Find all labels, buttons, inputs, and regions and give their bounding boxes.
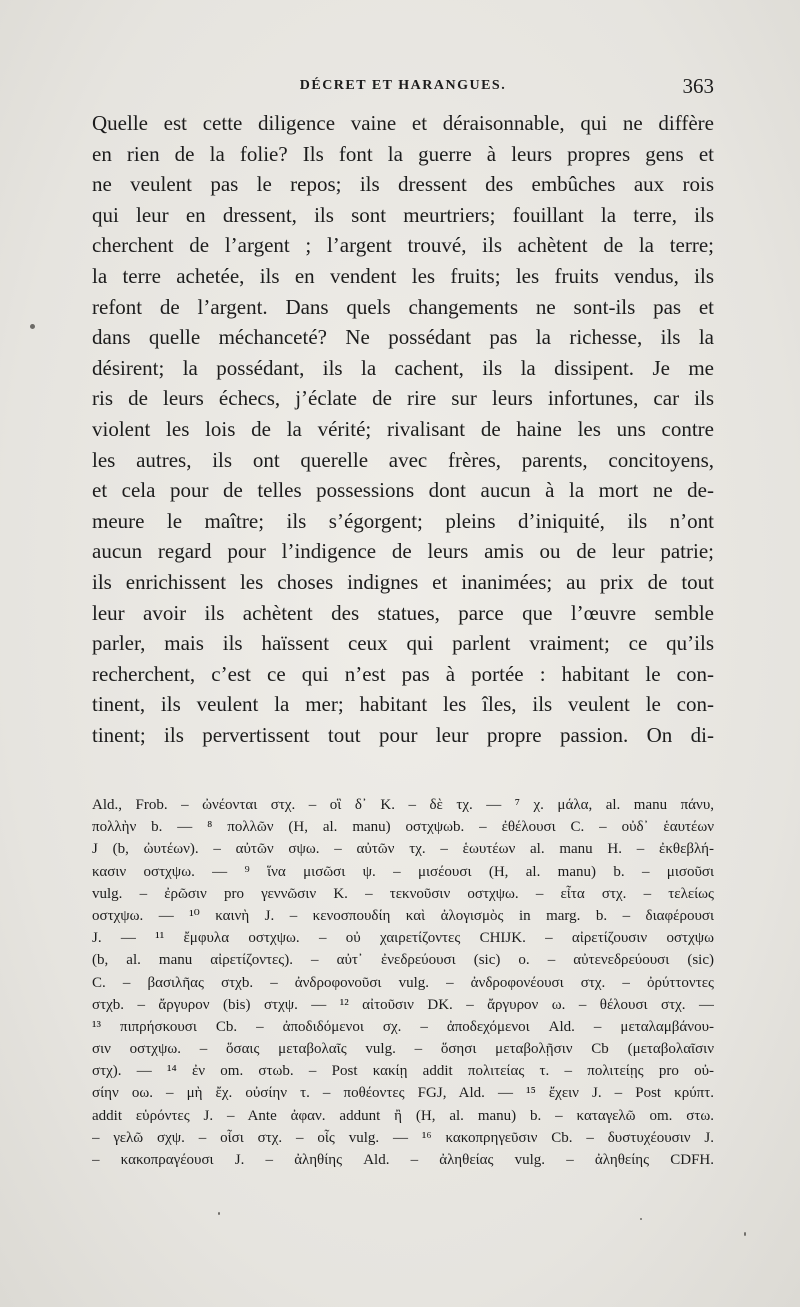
page-header — [92, 74, 714, 100]
footnote-line: πολλὴν b. — ⁸ πολλῶν (H, al. manu) οστχψωb. – ἐθέλουσι C. – οὐδ᾽ ἑαυτέων — [92, 819, 714, 836]
text-line: violent les lois de la vérité; rivalisant de haine les uns contre — [92, 416, 714, 441]
text-line: leur avoir ils achètent des statues, parce que l’œuvre semble — [92, 600, 714, 625]
footnote-line: κασιν οστχψω. — ⁹ ἵνα μισῶσι ψ. – μισέουσι (H, al. manu) b. – μισοῦσι — [92, 863, 714, 880]
scan-speck — [218, 1212, 220, 1215]
text-line: parler, mais ils haïssent ceux qui parlent vraiment; ce qu’ils — [92, 631, 714, 656]
text-line: désirent; la possédant, ils la cachent, ils la dissipent. Je me — [92, 355, 714, 380]
text-line: ris de leurs échecs, j’éclate de rire sur leurs infortunes, car ils — [92, 386, 714, 411]
main-text — [92, 108, 714, 750]
footnote-line: ¹³ πιπρήσκουσι Cb. – ἀποδιδόμενοι σχ. – ἀποδεχόμενοι Ald. – μεταλαμβάνου- — [92, 1018, 714, 1035]
text-line: recherchent, c’est ce qui n’est pas à portée : habitant le con- — [92, 661, 714, 686]
footnote-line: J (b, ὠυτέων). – αὐτῶν σψω. – αὐτῶν τχ. – ἑωυτέων al. manu H. – ἐκθεβλή- — [92, 841, 714, 858]
running-head: DÉCRET ET HARANGUES. — [299, 78, 507, 93]
footnotes — [92, 794, 714, 1171]
footnote-line: C. – βασιλῆας στχb. – ἀνδροφονοῦσι vulg. – ἀνδροφονέουσι στχ. – ὀρύττοντες — [92, 974, 714, 991]
footnote-line: στχb. – ἄργυρον (bis) στχψ. — ¹² αἰτοῦσιν DK. – ἄργυρον ω. – θέλουσι στχ. — — [92, 996, 714, 1013]
footnote-line: Ald., Frob. – ὠνέονται στχ. – οἳ δ᾽ K. – δὲ τχ. — ⁷ χ. μάλα, al. manu πάνυ, — [92, 797, 714, 813]
footnote-line: σίην οω. – μὴ ἔχ. οὐσίην τ. – ποθέοντες FGJ, Ald. — ¹⁵ ἔχειν J. – Post κρύπτ. — [92, 1085, 714, 1102]
text-line: tinent, ils veulent la mer; habitant les îles, ils veulent le con- — [92, 692, 714, 717]
text-line: la terre achetée, ils en vendent les fruits; les fruits vendus, ils — [92, 263, 714, 288]
footnote-line: – κακοπραγέουσι J. – ἀληθίης Ald. – ἀληθείας vulg. – ἀληθείης CDFH. — [92, 1152, 714, 1168]
footnote-line: vulg. – ἐρῶσιν pro γεννῶσιν K. – τεκνοῦσιν οστχψω. – εἶτα στχ. – τελείως — [92, 885, 714, 902]
footnote-line: οστχψω. — ¹⁰ καινὴ J. – κενοσπουδίη καὶ ἀλογισμὸς in marg. b. – διαφέρουσι — [92, 907, 714, 924]
text-line: les autres, ils ont querelle avec frères, parents, concitoyens, — [92, 447, 714, 472]
page-number: 363 — [682, 74, 714, 98]
text-line: aucun regard pour l’indigence de leurs amis ou de leur patrie; — [92, 539, 714, 564]
footnote-line: – γελῶ σχψ. – οἷσι στχ. – οἷς vulg. — ¹⁶ κακοπρηγεῦσιν Cb. – δυστυχέουσιν J. — [92, 1129, 714, 1146]
scan-speck — [640, 1218, 642, 1220]
text-line: meure le maître; ils s’égorgent; pleins d’iniquité, ils n’ont — [92, 508, 714, 533]
text-line: ils enrichissent les choses indignes et inanimées; au prix de tout — [92, 569, 714, 594]
scan-speck — [30, 324, 35, 329]
text-line: qui leur en dressent, ils sont meurtriers; fouillant la terre, ils — [92, 202, 714, 227]
footnote-line: στχ). — ¹⁴ ἐν om. στωb. – Post κακίῃ addit πολιτείας τ. – πολιτείῃς pro οὐ- — [92, 1063, 714, 1080]
footnote-line: J. — ¹¹ ἔμφυλα οστχψω. – οὐ χαιρετίζοντες CHIJK. – αἰρετίζουσιν οστχψω — [92, 930, 714, 947]
text-line: Quelle est cette diligence vaine et déraisonnable, qui ne diffère — [92, 111, 714, 135]
text-line: ne veulent pas le repos; ils dressent des embûches aux rois — [92, 172, 714, 197]
text-line: dans quelle méchanceté? Ne possédant pas la richesse, ils la — [92, 325, 714, 350]
footnote-line: addit εὑρόντες J. – Ante ἀφαν. addunt ἢ (H, al. manu) b. – καταγελῶ om. στω. — [92, 1107, 714, 1124]
scan-speck — [744, 1232, 746, 1236]
footnote-line: (b, al. manu αἰρετίζοντες). – αὐτ᾽ ἐνεδρεύουσι (sic) o. – αὐτενεδρεύουσι (sic) — [92, 952, 714, 969]
text-line: cherchent de l’argent ; l’argent trouvé, ils achètent de la terre; — [92, 233, 714, 258]
text-line: refont de l’argent. Dans quels changements ne sont-ils pas et — [92, 294, 714, 319]
footnote-line: σιν οστχψω. – ὅσαις μεταβολαῖς vulg. – ὅσησι μεταβολῇσιν Cb (μεταβολαῖσιν — [92, 1041, 714, 1058]
text-line: et cela pour de telles possessions dont aucun à la mort ne de- — [92, 478, 714, 503]
text-line: tinent; ils pervertissent tout pour leur propre passion. On di- — [92, 722, 714, 747]
text-line: en rien de la folie? Ils font la guerre à leurs propres gens et — [92, 141, 714, 166]
